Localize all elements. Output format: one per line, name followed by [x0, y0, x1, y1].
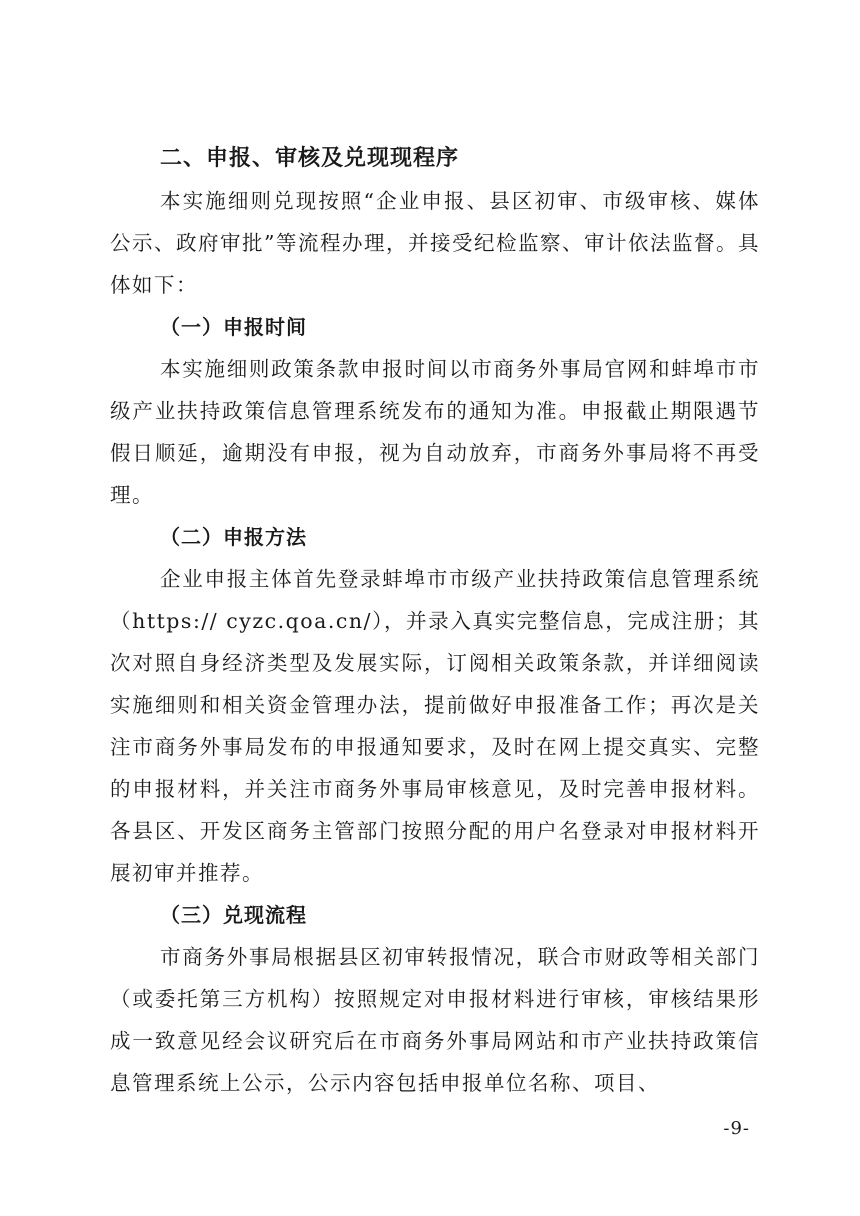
paragraph-redemption-process: 市商务外事局根据县区初审转报情况，联合市财政等相关部门（或委托第三方机构）按照规定对申报材料进行审核，审核结果形成一致意见经会议研究后在市商务外事局网站和市产业扶持政策信息管理系统上公示，公示内容包括申报单位名称、项目、	[110, 945, 760, 1095]
paragraph-application-method: 企业申报主体首先登录蚌埠市市级产业扶持政策信息管理系统（https:// cyzc.qoa.cn/），并录入真实完整信息，完成注册；其次对照自身经济类型及发展实际，订阅相关政策条款，并详细阅读实施细则和相关资金管理办法，提前做好申报准备工作；再次是关注市商务外事局发布的申报通知要求，及时在网上提交真实、完整的申报材料，并关注市商务外事局审核意见，及时完善申报材料。各县区、开发区商务主管部门按照分配的用户名登录对申报材料开展初审并推荐。	[110, 567, 760, 885]
subsection-heading-application-time: （一）申报时间	[160, 315, 307, 339]
paragraph-application-time: 本实施细则政策条款申报时间以市商务外事局官网和蚌埠市市级产业扶持政策信息管理系统发布的通知为准。申报截止期限遇节假日顺延，逾期没有申报，视为自动放弃，市商务外事局将不再受理。	[110, 357, 760, 507]
document-body	[110, 138, 760, 1104]
intro-paragraph: 本实施细则兑现按照“企业申报、县区初审、市级审核、媒体公示、政府审批”等流程办理，并接受纪检监察、审计依法监督。具体如下：	[110, 189, 760, 297]
subsection-heading-redemption-process: （三）兑现流程	[160, 903, 307, 927]
section-heading: 二、申报、审核及兑现现程序	[160, 146, 460, 171]
subsection-heading-application-method: （二）申报方法	[160, 525, 307, 549]
page-number: -9-	[723, 1118, 750, 1139]
